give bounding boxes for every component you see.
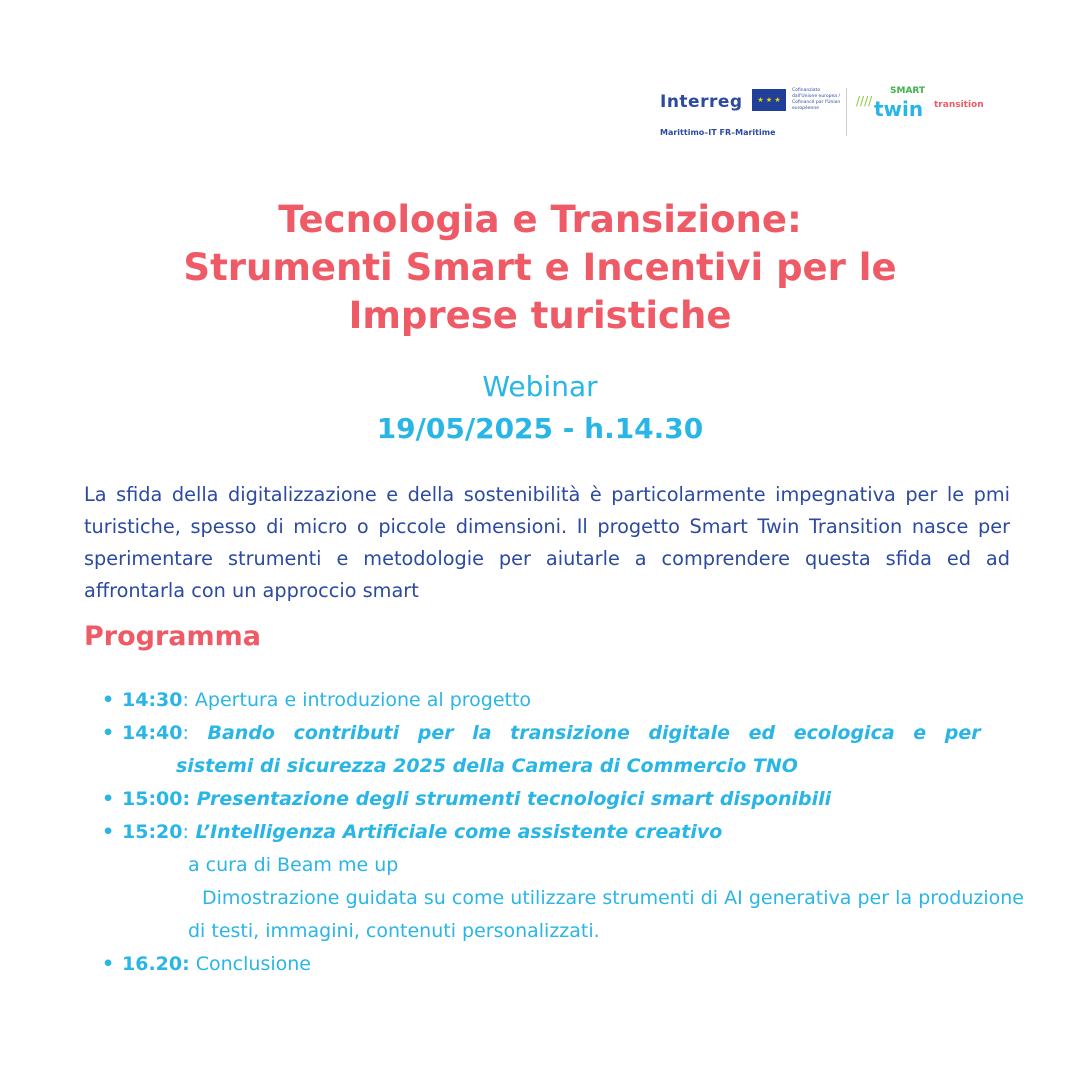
interreg-logo: Interreg: [660, 92, 743, 112]
logo-smart: SMART: [890, 86, 926, 96]
program-name: Marittimo–IT FR–Maritime: [660, 128, 776, 137]
event-type: Webinar: [482, 370, 598, 403]
sep: :: [182, 689, 189, 711]
logo-transition: transition: [934, 100, 984, 110]
smart-twin-transition-logo: [856, 86, 996, 122]
agenda-time: 16.20:: [122, 953, 190, 975]
agenda-time: 14:40: [122, 722, 183, 744]
agenda-item: [100, 717, 1024, 783]
agenda-text: Presentazione degli strumenti tecnologici smart disponibili: [190, 788, 832, 810]
agenda-text: L’Intelligenza Artificiale come assistente creativo: [188, 821, 723, 843]
rays-icon: ////: [856, 94, 873, 108]
agenda-item: [100, 948, 1024, 981]
agenda-item: [100, 816, 1024, 948]
agenda-description: Dimostrazione guidata su come utilizzare strumenti di AI generativa per la produzione di testi, immagini, contenuti personalizzati.: [188, 887, 1024, 942]
intro-paragraph: La sfida della digitalizzazione e della sostenibilità è particolarmente impegnativa per le pmi turistiche, spesso di micro o piccole dimensioni. Il progetto Smart Twin Transition nasce per sperimentare strumenti e metodologie per aiutarle a comprendere questa sfida ed ad affrontarla con un approccio smart: [84, 483, 1010, 602]
agenda-text: Apertura e introduzione al progetto: [188, 689, 532, 711]
eu-cofinancing-text: Cofinanziato dall'Unione europea / Cofinancé par l'Union européenne: [792, 88, 841, 111]
agenda-time: 15:20: [122, 821, 183, 843]
agenda-text: Conclusione: [189, 953, 311, 975]
title-line: Strumenti Smart e Incentivi per le: [183, 246, 897, 289]
sep: :: [182, 722, 189, 744]
agenda-item: [100, 783, 1024, 816]
agenda-speaker: a cura di Beam me up: [188, 854, 399, 876]
sep: :: [182, 821, 189, 843]
page-title: [0, 196, 1080, 340]
agenda-time: 14:30: [122, 689, 183, 711]
agenda-item: [100, 684, 1024, 717]
agenda-text: Bando contributi per la transizione digitale ed ecologica e per: [188, 722, 981, 744]
sep: :: [182, 788, 191, 810]
logo-twin: twin: [874, 97, 924, 121]
title-line: Tecnologia e Transizione:: [278, 198, 802, 241]
logo-divider: [846, 88, 847, 136]
agenda-text: sistemi di sicurezza 2025 della Camera di Commercio TNO: [176, 755, 798, 777]
logos-header: [660, 86, 1000, 138]
program-heading: Programma: [84, 621, 262, 652]
agenda-list: [100, 684, 1024, 981]
event-date: 19/05/2025 - h.14.30: [376, 412, 704, 445]
eu-flag-icon: ★ ★ ★: [752, 89, 786, 111]
title-line: Imprese turistiche: [348, 294, 732, 337]
agenda-time: 15:00: [122, 788, 183, 810]
